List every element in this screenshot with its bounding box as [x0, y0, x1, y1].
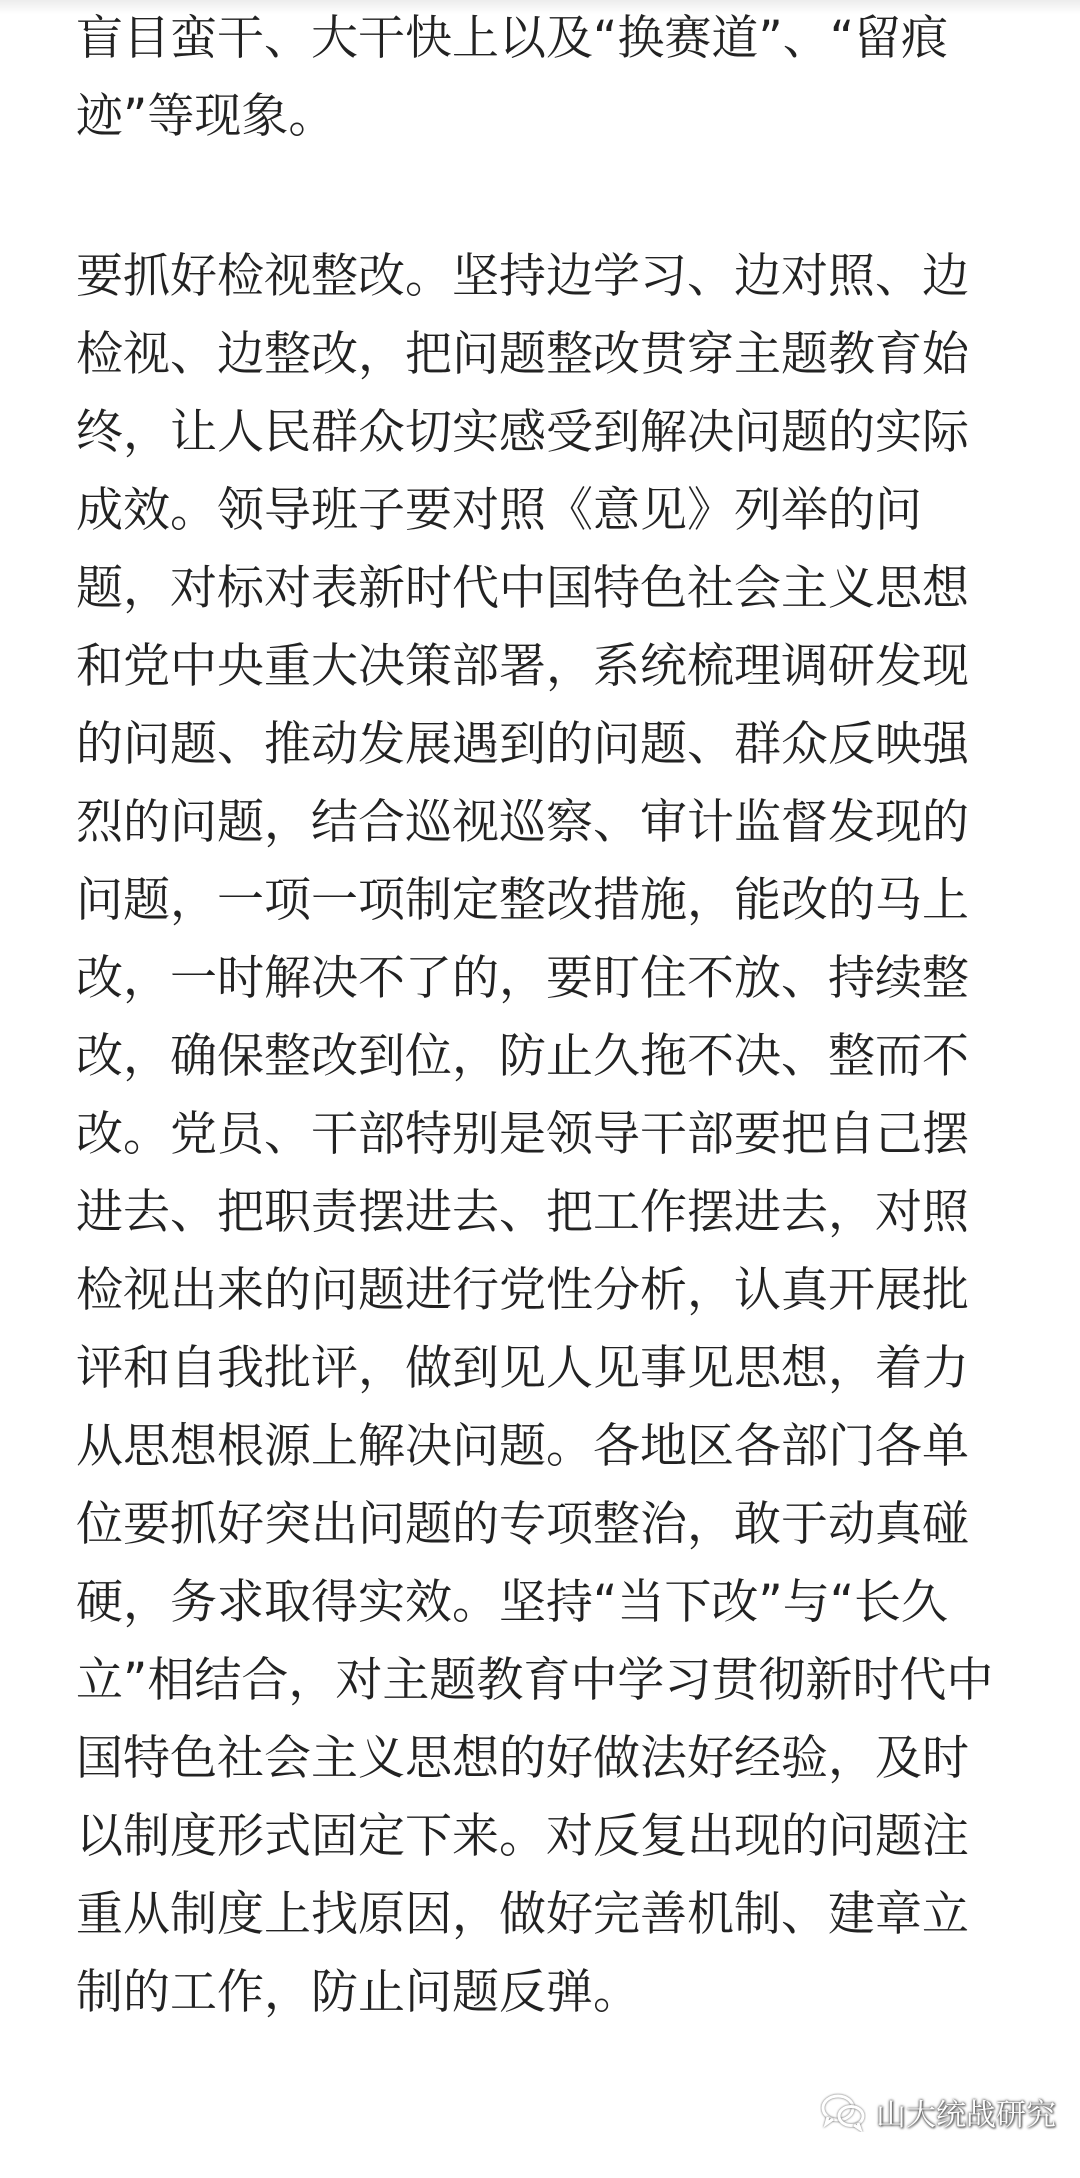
wechat-icon — [820, 2092, 866, 2132]
text-line: 的问题、推动发展遇到的问题、群众反映强 — [76, 717, 969, 772]
paragraph-gap — [76, 156, 1016, 238]
text-line: 进去、把职责摆进去、把工作摆进去，对照 — [76, 1185, 969, 1240]
text-line: 国特色社会主义思想的好做法好经验，及时 — [76, 1731, 969, 1786]
text-line: 改。党员、干部特别是领导干部要把自己摆 — [76, 1107, 969, 1162]
paragraph-2 — [76, 238, 1016, 2032]
text-line: 终，让人民群众切实感受到解决问题的实际 — [76, 405, 969, 460]
text-line: 改，确保整改到位，防止久拖不决、整而不 — [76, 1029, 969, 1084]
text-line: 成效。领导班子要对照《意见》列举的问 — [76, 483, 922, 538]
text-line: 改，一时解决不了的，要盯住不放、持续整 — [76, 951, 969, 1006]
text-line: 重从制度上找原因，做好完善机制、建章立 — [76, 1887, 969, 1942]
text-line: 以制度形式固定下来。对反复出现的问题注 — [76, 1809, 969, 1864]
text-line: 检视、边整改，把问题整改贯穿主题教育始 — [76, 327, 969, 382]
article-body — [76, 0, 1016, 2032]
text-line: 和党中央重大决策部署，系统梳理调研发现 — [76, 639, 969, 694]
text-line: 要抓好检视整改。坚持边学习、边对照、边 — [76, 249, 969, 304]
text-line: 检视出来的问题进行党性分析，认真开展批 — [76, 1263, 969, 1318]
text-line: 烈的问题，结合巡视巡察、审计监督发现的 — [76, 795, 969, 850]
text-line: 题，对标对表新时代中国特色社会主义思想 — [76, 561, 969, 616]
text-line: 硬，务求取得实效。坚持“当下改”与“长久 — [76, 1575, 949, 1630]
watermark — [820, 2082, 1056, 2142]
text-line: 制的工作，防止问题反弹。 — [76, 1965, 640, 2020]
text-line: 盲目蛮干、大干快上以及“换赛道”、“留痕 — [76, 11, 949, 66]
paragraph-1 — [76, 0, 1016, 156]
text-line: 立”相结合，对主题教育中学习贯彻新时代中 — [76, 1653, 994, 1708]
text-line: 评和自我批评，做到见人见事见思想，着力 — [76, 1341, 969, 1396]
text-line: 迹”等现象。 — [76, 89, 336, 144]
text-line: 位要抓好突出问题的专项整治，敢于动真碰 — [76, 1497, 969, 1552]
text-line: 问题，一项一项制定整改措施，能改的马上 — [76, 873, 969, 928]
text-line: 从思想根源上解决问题。各地区各部门各单 — [76, 1419, 969, 1474]
watermark-text: 山大统战研究 — [876, 2098, 1056, 2133]
